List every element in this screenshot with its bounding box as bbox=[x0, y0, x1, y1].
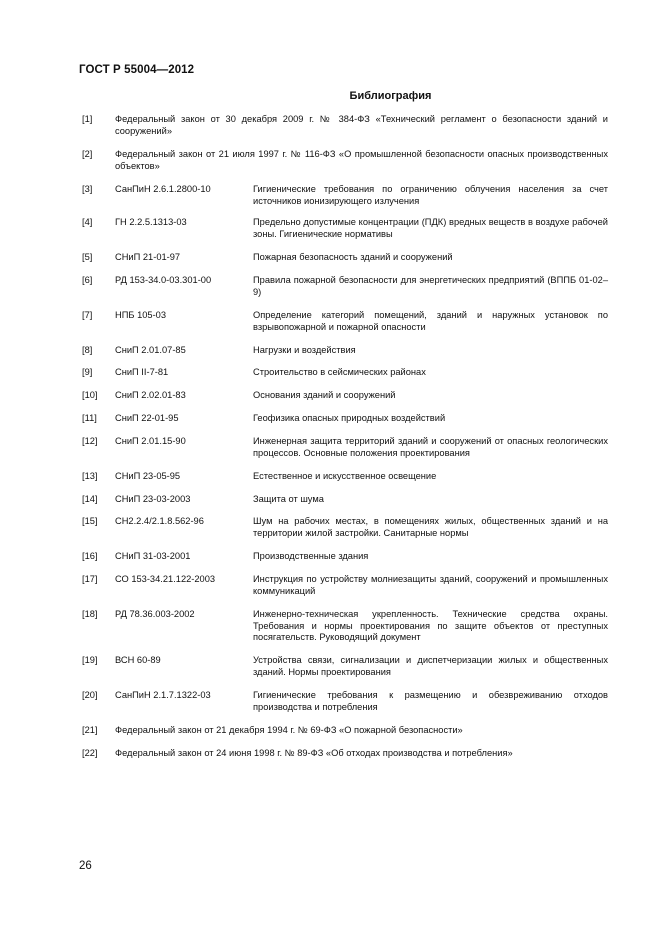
entry-number: [7] bbox=[82, 310, 93, 320]
entry-text: Гигиенические требования к размещению и обезвреживанию отходов производства и потребления bbox=[253, 690, 608, 712]
entry-code: СниП 2.01.15-90 bbox=[115, 436, 186, 446]
entry-number: [15] bbox=[82, 516, 98, 526]
entry-number: [1] bbox=[82, 114, 93, 124]
entry-code: СниП II-7-81 bbox=[115, 367, 169, 377]
bibliography-entry bbox=[82, 609, 608, 644]
entry-text: Определение категорий помещений, зданий и наружных установок по взрывопожарной и пожарной опасности bbox=[253, 310, 608, 332]
entry-text: Пожарная безопасность зданий и сооружений bbox=[253, 252, 453, 262]
bibliography-entry bbox=[82, 345, 608, 357]
entry-number: [16] bbox=[82, 551, 98, 561]
bibliography-entry bbox=[82, 310, 608, 333]
entry-code: СНиП 23-03-2003 bbox=[115, 494, 191, 504]
entry-number: [19] bbox=[82, 655, 98, 665]
entry-code: СНиП 23-05-95 bbox=[115, 471, 181, 481]
entry-number: [9] bbox=[82, 367, 93, 377]
bibliography-entry bbox=[82, 114, 608, 137]
entry-text: Федеральный закон от 21 июля 1997 г. № 116-ФЗ «О промышленной безопасности опасных производственных объектов» bbox=[115, 149, 608, 171]
entry-code: СниП 22-01-95 bbox=[115, 413, 179, 423]
entry-text: Устройства связи, сигнализации и диспетчеризации жилых и общественных зданий. Нормы проектирования bbox=[253, 655, 608, 677]
entry-text: Нагрузки и воздействия bbox=[253, 345, 356, 355]
bibliography-entry bbox=[82, 184, 608, 207]
entry-number: [14] bbox=[82, 494, 98, 504]
bibliography-entry bbox=[82, 390, 608, 402]
bibliography-entry bbox=[82, 655, 608, 678]
entry-text: Федеральный закон от 24 июня 1998 г. № 89-ФЗ «Об отходах производства и потребления» bbox=[115, 748, 513, 758]
page-number: 26 bbox=[79, 860, 92, 872]
bibliography-entry bbox=[82, 471, 608, 483]
section-title-text: Библиография bbox=[349, 90, 432, 102]
entry-number: [17] bbox=[82, 574, 98, 584]
entry-text: Основания зданий и сооружений bbox=[253, 390, 396, 400]
entry-text: Федеральный закон от 21 декабря 1994 г. № 69-ФЗ «О пожарной безопасности» bbox=[115, 725, 463, 735]
bibliography-entry bbox=[82, 413, 608, 425]
entry-code: ГН 2.2.5.1313-03 bbox=[115, 217, 187, 227]
entry-code: СН2.2.4/2.1.8.562-96 bbox=[115, 516, 204, 526]
entry-text: Производственные здания bbox=[253, 551, 369, 561]
entry-number: [13] bbox=[82, 471, 98, 481]
entry-code: СниП 2.02.01-83 bbox=[115, 390, 186, 400]
bibliography-entry bbox=[82, 725, 608, 737]
bibliography-entry bbox=[82, 748, 608, 760]
entry-text: Естественное и искусственное освещение bbox=[253, 471, 437, 481]
entry-code: СниП 2.01.07-85 bbox=[115, 345, 186, 355]
entry-code: РД 78.36.003-2002 bbox=[115, 609, 195, 619]
entry-number: [21] bbox=[82, 725, 98, 735]
bibliography-entry bbox=[82, 494, 608, 506]
entry-number: [10] bbox=[82, 390, 98, 400]
entry-code: ВСН 60-89 bbox=[115, 655, 161, 665]
entry-text: Строительство в сейсмических районах bbox=[253, 367, 426, 377]
entry-text: Федеральный закон от 30 декабря 2009 г. № 384-ФЗ «Технический регламент о безопасности зданий и сооружений» bbox=[115, 114, 608, 136]
entry-text: Предельно допустимые концентрации (ПДК) вредных веществ в воздухе рабочей зоны. Гигиенические нормативы bbox=[253, 217, 608, 239]
bibliography-entry bbox=[82, 149, 608, 172]
entry-text: Гигиенические требования по ограничению облучения населения за счет источников ионизирующего излучения bbox=[253, 184, 608, 206]
bibliography-entry bbox=[82, 516, 608, 539]
bibliography-entry bbox=[82, 574, 608, 597]
entry-number: [20] bbox=[82, 690, 98, 700]
bibliography-entry bbox=[82, 252, 608, 264]
entry-number: [18] bbox=[82, 609, 98, 619]
entry-code: РД 153-34.0-03.301-00 bbox=[115, 275, 212, 285]
entry-number: [4] bbox=[82, 217, 93, 227]
bibliography-entry bbox=[82, 217, 608, 240]
entry-number: [3] bbox=[82, 184, 93, 194]
entry-text: Геофизика опасных природных воздействий bbox=[253, 413, 446, 423]
entry-number: [11] bbox=[82, 413, 97, 423]
entry-code: СанПиН 2.6.1.2800-10 bbox=[115, 184, 211, 194]
entry-code: НПБ 105-03 bbox=[115, 310, 167, 320]
bibliography-entry bbox=[82, 367, 608, 379]
entry-text: Шум на рабочих местах, в помещениях жилых, общественных зданий и на территории жилой застройки. Санитарные нормы bbox=[253, 516, 608, 538]
entry-number: [8] bbox=[82, 345, 93, 355]
entry-number: [6] bbox=[82, 275, 93, 285]
entry-code: СО 153-34.21.122-2003 bbox=[115, 574, 216, 584]
entry-number: [12] bbox=[82, 436, 98, 446]
section-title bbox=[0, 90, 661, 102]
entry-text: Инженерная защита территорий зданий и сооружений от опасных геологических процессов. Основные положения проектирования bbox=[253, 436, 608, 458]
entry-text: Инженерно-техническая укрепленность. Технические средства охраны. Требования и нормы проектирования по защите объектов от преступных посягательств. Руководящий документ bbox=[253, 609, 608, 642]
entry-code: СанПиН 2.1.7.1322-03 bbox=[115, 690, 211, 700]
entry-number: [5] bbox=[82, 252, 93, 262]
entry-number: [2] bbox=[82, 149, 93, 159]
entry-code: СНиП 21-01-97 bbox=[115, 252, 181, 262]
entry-number: [22] bbox=[82, 748, 98, 758]
entry-text: Инструкция по устройству молниезащиты зданий, сооружений и промышленных коммуникаций bbox=[253, 574, 608, 596]
entry-text: Правила пожарной безопасности для энергетических предприятий (ВППБ 01-02–9) bbox=[253, 275, 608, 297]
bibliography-entry bbox=[82, 690, 608, 713]
bibliography-entry bbox=[82, 551, 608, 563]
entry-text: Защита от шума bbox=[253, 494, 324, 504]
bibliography-entry bbox=[82, 436, 608, 459]
document-header: ГОСТ Р 55004—2012 bbox=[79, 64, 195, 76]
entry-code: СНиП 31-03-2001 bbox=[115, 551, 191, 561]
bibliography-entry bbox=[82, 275, 608, 298]
